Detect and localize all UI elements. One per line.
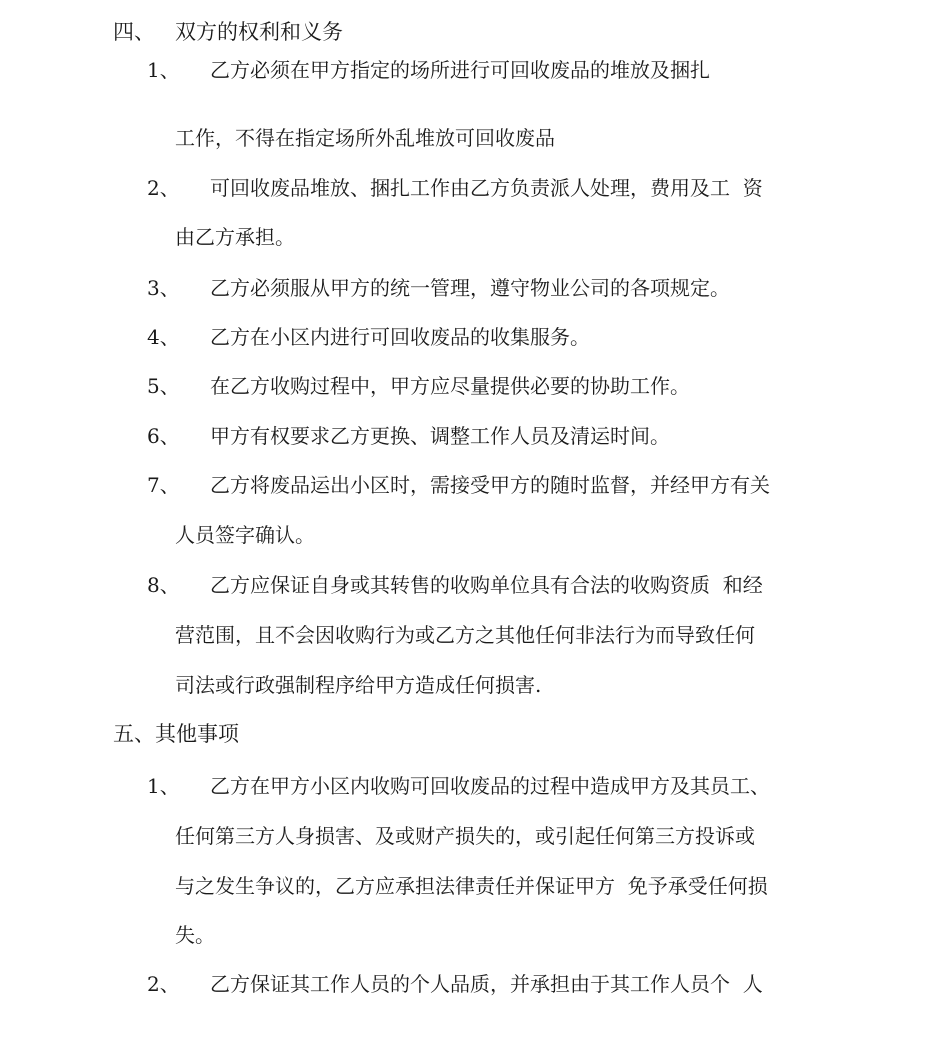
- item-line: 由乙方承担。: [175, 225, 295, 249]
- item-number: 1、: [147, 58, 180, 82]
- section-heading-4: [113, 18, 343, 46]
- item-number: 7、: [147, 473, 180, 497]
- item-line: 任何第三方人身损害、及或财产损失的，或引起任何第三方投诉或: [175, 824, 755, 848]
- item-number: 4、: [147, 325, 180, 349]
- item-line: 司法或行政强制程序给甲方造成任何损害.: [175, 673, 542, 697]
- item-line: 乙方在小区内进行可回收废品的收集服务。: [210, 325, 590, 349]
- item-line: 人员签字确认。: [175, 523, 315, 547]
- item-number: 8、: [147, 573, 180, 597]
- item-line: 与之发生争议的，乙方应承担法律责任并保证甲方 免予承受任何损: [175, 874, 768, 898]
- item-line: 营范围，且不会因收购行为或乙方之其他任何非法行为而导致任何: [175, 623, 755, 647]
- item-line: 乙方必须服从甲方的统一管理，遵守物业公司的各项规定。: [210, 276, 730, 300]
- item-number: 5、: [147, 374, 180, 398]
- section-heading-5: [113, 720, 239, 748]
- item-number: 1、: [147, 774, 180, 798]
- section-title: 其他事项: [155, 722, 239, 746]
- item-line: 失。: [175, 923, 215, 947]
- item-line: 可回收废品堆放、捆扎工作由乙方负责派人处理，费用及工 资: [210, 176, 763, 200]
- item-line: 乙方保证其工作人员的个人品质，并承担由于其工作人员个 人: [210, 972, 763, 996]
- item-line: 乙方将废品运出小区时，需接受甲方的随时监督，并经甲方有关: [210, 473, 770, 497]
- item-number: 6、: [147, 424, 180, 448]
- section-number: 五、: [113, 722, 155, 746]
- item-line: 甲方有权要求乙方更换、调整工作人员及清运时间。: [210, 424, 670, 448]
- item-number: 2、: [147, 972, 180, 996]
- item-line: 乙方应保证自身或其转售的收购单位具有合法的收购资质 和经: [210, 573, 763, 597]
- item-number: 3、: [147, 276, 180, 300]
- item-number: 2、: [147, 176, 180, 200]
- item-line: 在乙方收购过程中，甲方应尽量提供必要的协助工作。: [210, 374, 690, 398]
- item-line: 工作，不得在指定场所外乱堆放可回收废品: [175, 126, 555, 150]
- item-line: 乙方在甲方小区内收购可回收废品的过程中造成甲方及其员工、: [210, 774, 770, 798]
- section-number: 四、: [113, 20, 155, 44]
- item-line: 乙方必须在甲方指定的场所进行可回收废品的堆放及捆扎: [210, 58, 710, 82]
- section-title: 双方的权利和义务: [175, 20, 343, 44]
